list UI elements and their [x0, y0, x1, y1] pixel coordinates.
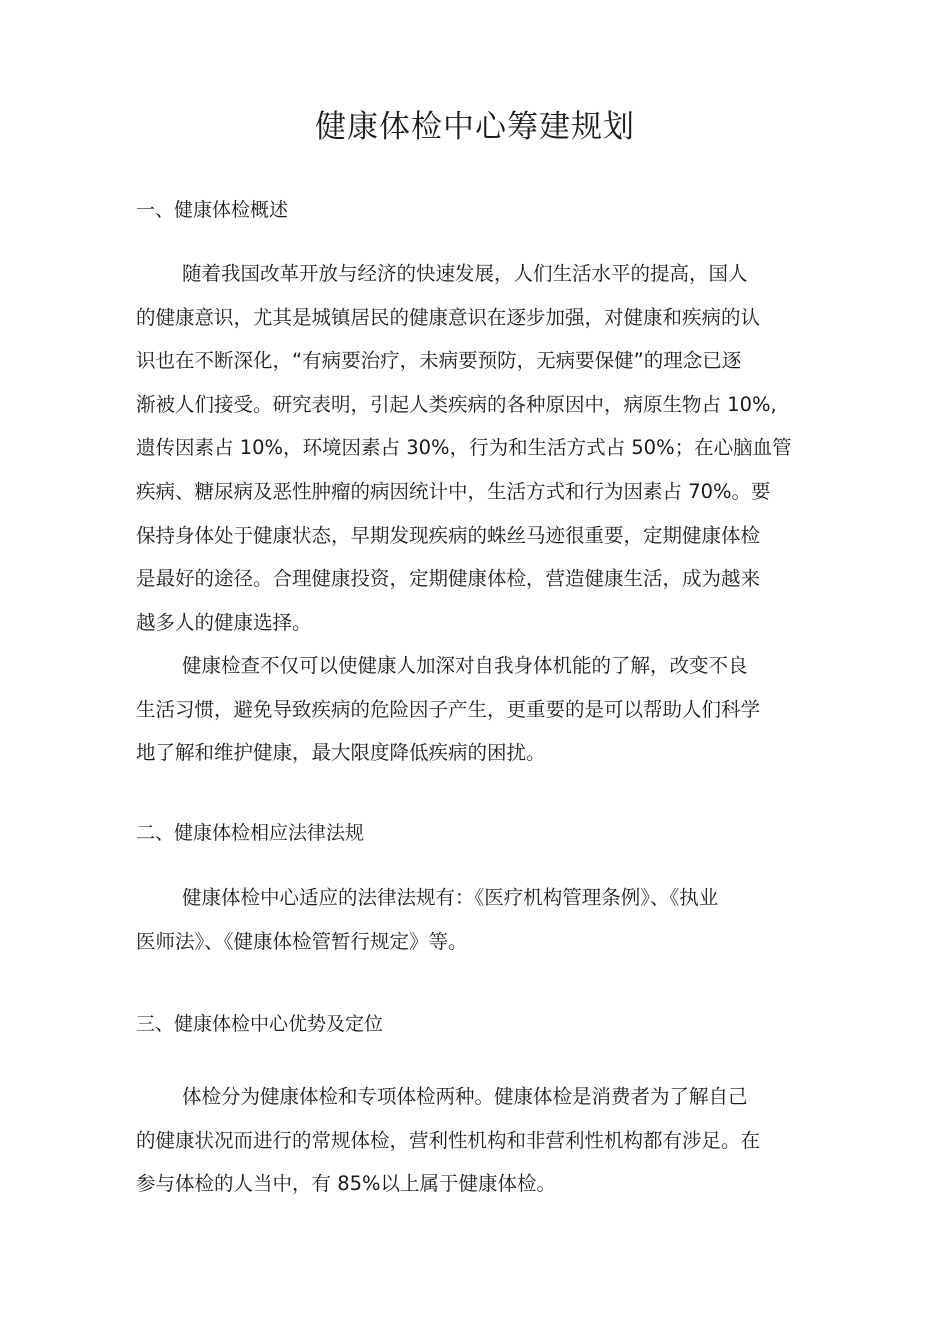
text-line: 越多人的健康选择。: [136, 610, 312, 634]
text-line: 随着我国改革开放与经济的快速发展，人们生活水平的提高，国人: [182, 262, 748, 285]
text-line: 健康体检中心适应的法律法规有：《医疗机构管理条例》、《执业: [182, 886, 719, 909]
text-line: 地了解和维护健康，最大限度降低疾病的困扰。: [136, 741, 546, 765]
section-heading-positioning: 三、健康体检中心优势及定位: [136, 1013, 384, 1035]
text-line: 的健康意识，尤其是城镇居民的健康意识在逐步加强，对健康和疾病的认: [136, 305, 761, 329]
text-line: 体检分为健康体检和专项体检两种。健康体检是消费者为了解自己: [182, 1085, 748, 1108]
text-line: 是最好的途径。合理健康投资，定期健康体检，营造健康生活，成为越来: [136, 567, 761, 591]
text-line: 参与体检的人当中，有 85%以上属于健康体检。: [136, 1172, 557, 1196]
text-line: 遗传因素占 10%，环境因素占 30%，行为和生活方式占 50%；在心脑血管: [136, 436, 792, 460]
section-heading-laws: 二、健康体检相应法律法规: [136, 822, 365, 844]
paragraph-overview-2: [136, 644, 826, 775]
text-line: 的健康状况而进行的常规体检，营利性机构和非营利性机构都有涉足。在: [136, 1128, 761, 1152]
text-line: 医师法》、《健康体检管暂行规定》等。: [136, 929, 468, 953]
text-line: 生活习惯，避免导致疾病的危险因子产生，更重要的是可以帮助人们科学: [136, 697, 761, 721]
paragraph-laws: [136, 876, 826, 963]
text-line: 识也在不断深化，“有病要治疗，未病要预防，无病要保健”的理念已逐: [136, 349, 742, 373]
text-line: 渐被人们接受。研究表明，引起人类疾病的各种原因中，病原生物占 10%,: [136, 392, 777, 416]
text-line: 健康检查不仅可以使健康人加深对自我身体机能的了解，改变不良: [182, 654, 748, 677]
paragraph-overview-1: [136, 252, 826, 644]
document-title: 健康体检中心筹建规划: [315, 109, 635, 145]
section-heading-overview: 一、健康体检概述: [136, 199, 289, 221]
text-line: 疾病、糖尿病及恶性肿瘤的病因统计中，生活方式和行为因素占 70%。要: [136, 479, 771, 503]
text-line: 保持身体处于健康状态，早期发现疾病的蛛丝马迹很重要，定期健康体检: [136, 523, 761, 547]
paragraph-positioning: [136, 1075, 826, 1206]
